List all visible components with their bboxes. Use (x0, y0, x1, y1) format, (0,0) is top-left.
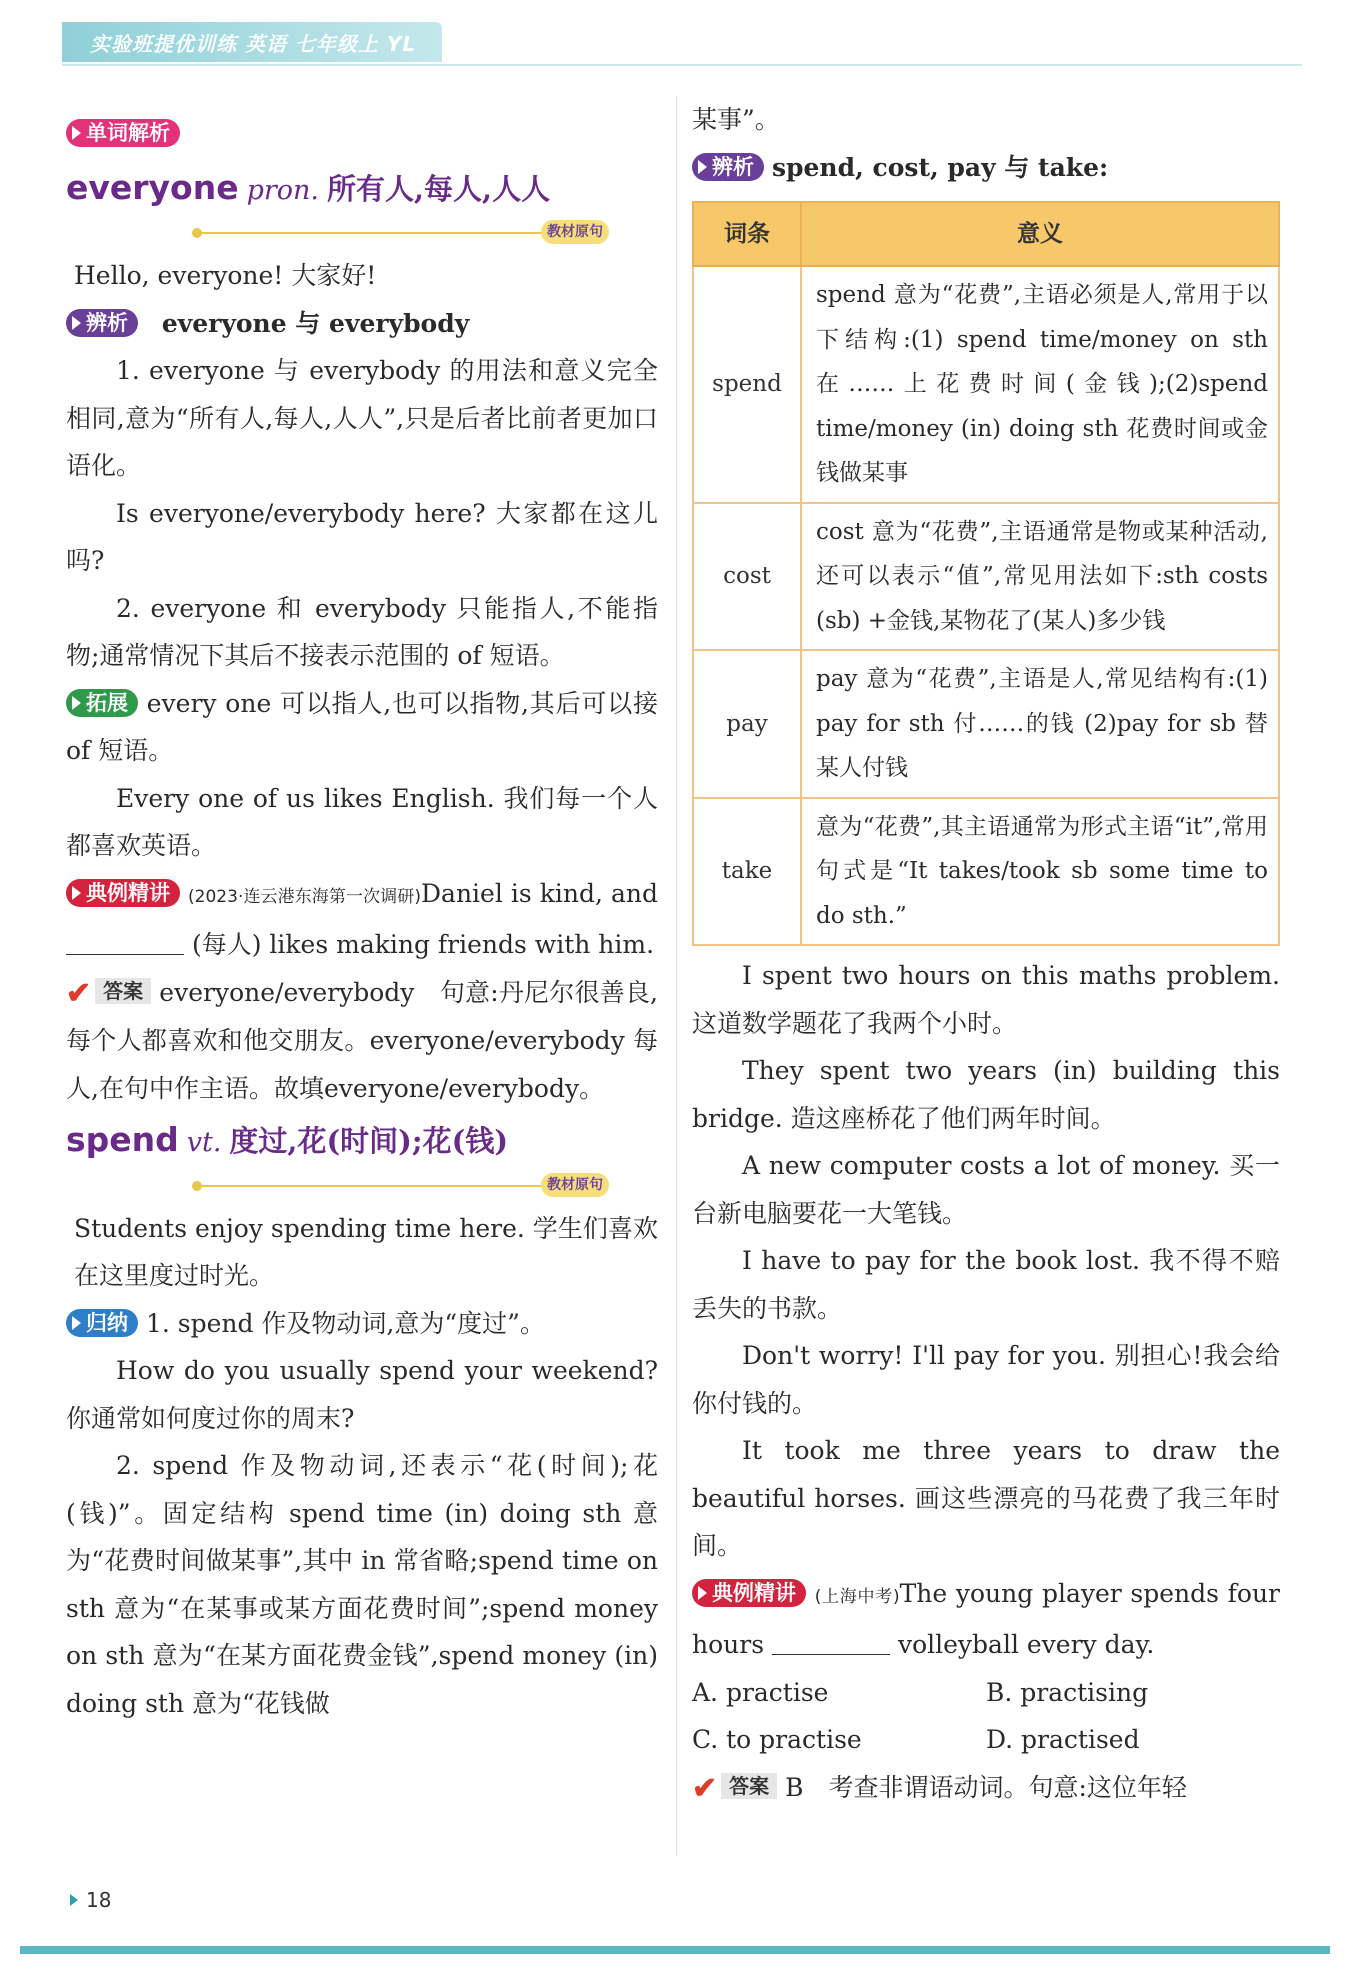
textbook-source-badge: 教材原句 (541, 220, 609, 244)
page-header (62, 22, 1302, 62)
tag-bianxi: 辨析 (692, 153, 764, 181)
tag-dianli: 典例精讲 (692, 1579, 806, 1607)
example-sentence: Is everyone/everybody here? 大家都在这儿吗? (66, 498, 658, 575)
headword: everyone (66, 167, 239, 207)
comparison-table (692, 201, 1280, 946)
dianli-question: 典例精讲 (上海中考)The young player spends four hours volleyball every day. (692, 1578, 1280, 1659)
tag-bianxi: 辨析 (66, 309, 138, 337)
tuozhan-note: 拓展 every one 可以指人,也可以指物,其后可以接 of 短语。 (66, 688, 658, 765)
example-sentence: How do you usually spend your weekend? 你通常如何度过你的周末? (66, 1356, 658, 1433)
tag-word-analysis: 单词解析 (66, 119, 180, 147)
headword: spend (66, 1120, 179, 1159)
left-column (66, 110, 658, 1727)
entry-everyone (66, 164, 658, 215)
table-cell-word: pay (693, 650, 801, 798)
option-c: C. to practise (692, 1725, 862, 1754)
answer-blank (66, 932, 184, 955)
word-meaning: 度过,花(时间);花(钱) (229, 1124, 509, 1158)
column-divider (676, 96, 677, 1856)
table-row (693, 266, 1279, 503)
header-rule (62, 64, 1302, 66)
bianxi-heading: 辨析 spend, cost, pay 与 take: (692, 144, 1280, 192)
option-d: D. practised (986, 1725, 1140, 1754)
answer-label: 答案 (721, 1773, 777, 1799)
options-list (692, 1669, 1280, 1764)
example-sentence: They spent two years (in) building this bridge. 造这座桥花了他们两年时间。 (692, 1056, 1280, 1133)
source-marker (66, 214, 658, 252)
option-a: A. practise (692, 1677, 829, 1707)
example-sentence: A new computer costs a lot of money. 买一台新电脑要花一大笔钱。 (692, 1151, 1280, 1228)
table-header: 词条 (693, 202, 801, 266)
example-sentence: Hello, everyone! 大家好! (74, 261, 377, 290)
table-row (693, 650, 1279, 798)
answer-label: 答案 (95, 978, 151, 1004)
answer-blank (772, 1632, 890, 1655)
table-cell-word: cost (693, 503, 801, 651)
right-column (692, 96, 1280, 1812)
option-b: B. practising (986, 1677, 1149, 1707)
tag-tuozhan: 拓展 (66, 689, 138, 717)
bianxi-heading: 辨析 everyone 与 everybody (66, 300, 658, 348)
guina-note: 归纳 1. spend 作及物动词,意为“度过”。 (66, 1300, 658, 1348)
example-sentence: I have to pay for the book lost. 我不得不赔丢失的书款。 (692, 1246, 1280, 1323)
check-icon: ✔ (66, 975, 92, 1011)
table-cell-meaning: pay 意为“花费”,主语是人,常见结构有:(1) pay for sth 付……的钱 (2)pay for sb 替某人付钱 (801, 650, 1279, 798)
example-sentence: I spent two hours on this maths problem. 这道数学题花了我两个小时。 (692, 961, 1280, 1038)
example-sentence: Every one of us likes English. 我们每一个人都喜欢英语。 (66, 783, 658, 860)
table-cell-word: spend (693, 266, 801, 503)
table-row (693, 503, 1279, 651)
entry-spend (66, 1116, 658, 1167)
dianli-question: 典例精讲 (2023·连云港东海第一次调研)Daniel is kind, and (每人) likes making friends with him. (66, 870, 658, 969)
table-cell-meaning: 意为“花费”,其主语通常为形式主语“it”,常用句式是“It takes/took sb some time to do sth.” (801, 798, 1279, 946)
textbook-source-badge: 教材原句 (541, 1173, 609, 1197)
check-icon: ✔ (692, 1770, 718, 1806)
tag-guina: 归纳 (66, 1309, 138, 1337)
part-of-speech: vt. (186, 1127, 222, 1158)
page-number: 18 (86, 1888, 112, 1912)
example-sentence: Don't worry! I'll pay for you. 别担心!我会给你付钱的。 (692, 1341, 1280, 1418)
table-cell-word: take (693, 798, 801, 946)
answer-block: ✔ 答案 B 考查非谓语动词。句意:这位年轻 (692, 1770, 1187, 1806)
table-header: 意义 (801, 202, 1279, 266)
example-sentence: Students enjoy spending time here. 学生们喜欢在这里度过时光。 (74, 1213, 658, 1290)
paragraph-continued: 某事”。 (692, 105, 780, 134)
table-cell-meaning: cost 意为“花费”,主语通常是物或某种活动,还可以表示“值”,常见用法如下:sth costs (sb) +金钱,某物花了(某人)多少钱 (801, 503, 1279, 651)
answer-block: ✔ 答案 everyone/everybody 句意:丹尼尔很善良,每个人都喜欢和他交朋友。everyone/everybody 每人,在句中作主语。故填everyone/everybody。 (66, 975, 658, 1103)
table-cell-meaning: spend 意为“花费”,主语必须是人,常用于以下结构:(1) spend time/money on sth 在……上花费时间(金钱);(2)spend time/money (in) doing sth 花费时间或金钱做某事 (801, 266, 1279, 503)
example-sentence: It took me three years to draw the beautiful horses. 画这些漂亮的马花费了我三年时间。 (692, 1436, 1280, 1560)
tag-dianli: 典例精讲 (66, 879, 180, 907)
paragraph: 2. spend 作及物动词,还表示“花(时间);花(钱)”。固定结构 spend time (in) doing sth 意为“花费时间做某事”,其中 in 常省略;spend time on sth 意为“在某事或某方面花费时间”;spend money on sth 意为“在某方面花费金钱”,spend money (in) doing sth 意为“花钱做 (66, 1451, 658, 1718)
paragraph: 2. everyone 和 everybody 只能指人,不能指物;通常情况下其后不接表示范围的 of 短语。 (66, 593, 658, 670)
header-title: 实验班提优训练 英语 七年级上 YL (90, 32, 417, 56)
footer-bar (20, 1946, 1330, 1954)
word-meaning: 所有人,每人,人人 (326, 171, 551, 206)
source-marker (66, 1167, 658, 1205)
paragraph: 1. everyone 与 everybody 的用法和意义完全相同,意为“所有人,每人,人人”,只是后者比前者更加口语化。 (66, 356, 658, 480)
part-of-speech: pron. (246, 174, 319, 206)
page-marker-icon (70, 1894, 78, 1906)
table-row (693, 798, 1279, 946)
